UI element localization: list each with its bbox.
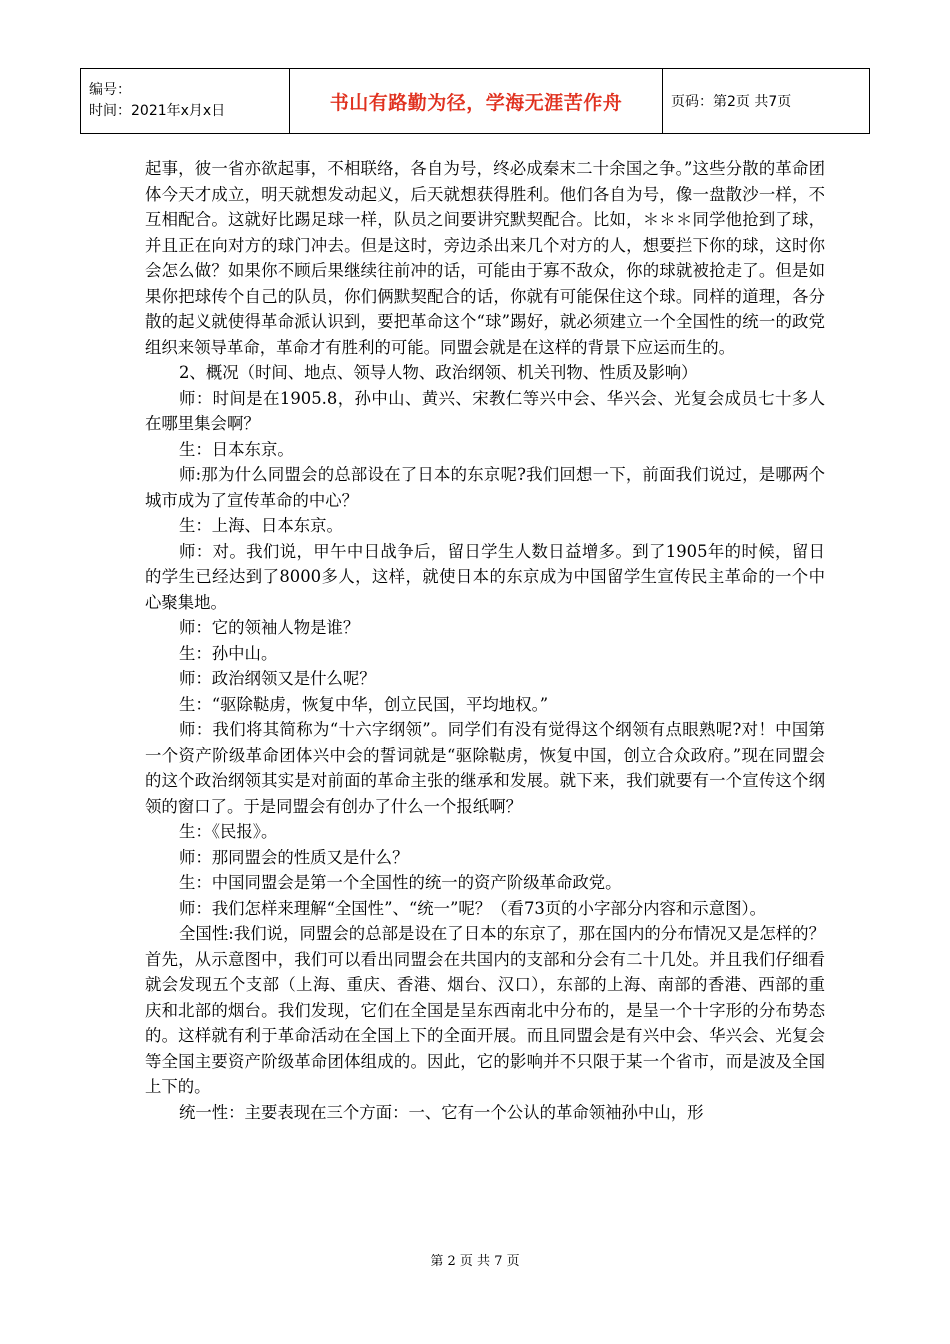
body-paragraph: 起事，彼一省亦欲起事，不相联络，各自为号，终必成秦末二十余国之争。”这些分散的革命团体今天才成立，明天就想发动起义，后天就想获得胜利。他们各自为号，像一盘散沙一样，不互相配合。这就好比踢足球一样，队员之间要讲究默契配合。比如，＊＊＊同学他抢到了球，并且正在向对方的球门冲去。但是这时，旁边杀出来几个对方的人，想要拦下你的球，这时你会怎么做？如果你不顾后果继续往前冲的话，可能由于寡不敌众，你的球就被抢走了。但是如果你把球传个自己的队员，你们俩默契配合的话，你就有可能保住这个球。同样的道理，各分散的起义就使得革命派认识到，要把革命这个“球”踢好，就必须建立一个全国性的统一的政党组织来领导革命，革命才有胜利的可能。同盟会就是在这样的背景下应运而生的。 <box>145 159 825 357</box>
body-paragraph: 生：中国同盟会是第一个全国性的统一的资产阶级革命政党。 <box>179 873 622 892</box>
body-paragraph: 师：时间是在1905.8，孙中山、黄兴、宋教仁等兴中会、华兴会、光复会成员七十多人在哪里集会啊？ <box>145 388 825 433</box>
body-paragraph: 2、概况（时间、地点、领导人物、政治纲领、机关刊物、性质及影响） <box>179 363 698 382</box>
body-paragraph: 全国性:我们说，同盟会的总部是设在了日本的东京了，那在国内的分布情况又是怎样的？首先，从示意图中，我们可以看出同盟会在共国内的支部和分会有二十几处。并且我们仔细看就会发现五个支部（上海、重庆、香港、烟台、汉口），东部的上海、南部的香港、西部的重庆和北部的烟台。我们发现，它们在全国是呈东西南北中分布的，是呈一个十字形的分布势态的。这样就有利于革命活动在全国上下的全面开展。而且同盟会是有兴中会、华兴会、光复会等全国主要资产阶级革命团体组成的。因此，它的影响并不只限于某一个省市，而是波及全国上下的。 <box>145 924 825 1096</box>
body-paragraph: 师：那同盟会的性质又是什么？ <box>179 847 409 867</box>
body-paragraph: 师：我们将其简称为“十六字纲领”。同学们有没有觉得这个纲领有点眼熟呢?对！中国第一个资产阶级革命团体兴中会的誓词就是“驱除鞑虏，恢复中国，创立合众政府。”现在同盟会的这个政治纲领其实是对前面的革命主张的继承和发展。就下来，我们就要有一个宣传这个纲领的窗口了。于是同盟会有创办了什么一个报纸啊？ <box>145 720 825 816</box>
document-body <box>145 156 825 1125</box>
page-footer: 第 2 页 共 7 页 <box>430 1254 520 1269</box>
date-label: 时间：2021年x月x日 <box>89 103 226 119</box>
header-page-label: 页码：第2页 共7页 <box>663 69 870 134</box>
body-paragraph: 生：上海、日本东京。 <box>179 516 343 535</box>
body-paragraph: 师：政治纲领又是什么呢？ <box>179 669 376 688</box>
header-motto: 书山有路勤为径，学海无涯苦作舟 <box>290 69 663 134</box>
body-paragraph: 生：孙中山。 <box>179 643 278 663</box>
body-paragraph: 生：《民报》。 <box>179 822 278 841</box>
header-meta-cell <box>81 69 290 134</box>
number-label: 编号： <box>89 82 131 98</box>
body-paragraph: 师：它的领袖人物是谁？ <box>179 618 360 637</box>
body-paragraph: 统一性：主要表现在三个方面：一、它有一个公认的革命领袖孙中山，形 <box>179 1102 704 1122</box>
body-paragraph: 生：日本东京。 <box>179 439 294 459</box>
body-paragraph: 生：“驱除鞑虏，恢复中华，创立民国，平均地权。” <box>179 694 549 714</box>
body-paragraph: 师：我们怎样来理解“全国性”、“统一”呢？（看73页的小字部分内容和示意图）。 <box>179 898 767 918</box>
document-header <box>80 68 870 134</box>
body-paragraph: 师:那为什么同盟会的总部设在了日本的东京呢?我们回想一下，前面我们说过，是哪两个城市成为了宣传革命的中心？ <box>145 465 825 510</box>
body-paragraph: 师：对。我们说，甲午中日战争后，留日学生人数日益增多。到了1905年的时候，留日的学生已经达到了8000多人，这样，就使日本的东京成为中国留学生宣传民主革命的一个中心聚集地。 <box>145 541 825 612</box>
